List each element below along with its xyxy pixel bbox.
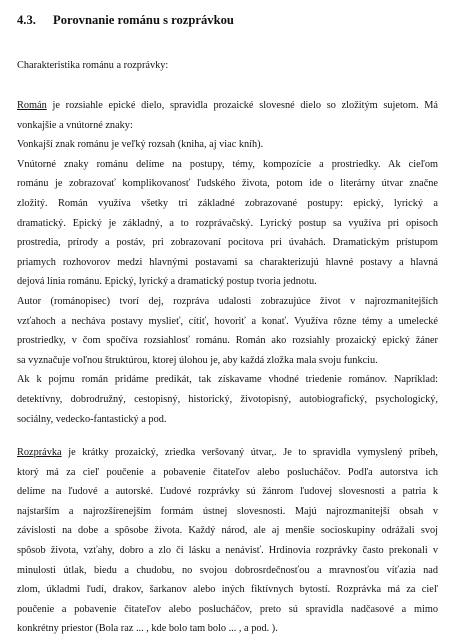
paragraph-line: Rozprávka je krátky prozaický, zriedka veršovaný útvar,. Je to spravidla vymyslený príbeh,	[17, 447, 438, 458]
paragraph-line: poučenie a pobavenie čitateľov alebo poslucháčov, preto sú spravidla nadčasové a mimo	[17, 603, 438, 615]
paragraph-line: Román je rozsiahle epické dielo, spravidla prozaické slovesné dielo so zložitým sujetom. Má	[17, 100, 438, 111]
paragraph-line: ktorý má za cieľ poučenie a pobavenie čitateľov alebo poslucháčov. Podľa autorstva ich	[17, 466, 438, 478]
paragraph-line: Autor (románopisec) tvorí dej, rozpráva udalosti zobrazujúce život v najrozmanitejších	[17, 296, 438, 307]
paragraph-line: spôsob života, vzťahy, dobro a zlo či lásku a nenávisť. Hrdinovia rozprávky často prekonali v	[17, 545, 438, 556]
paragraph-line: Vonkajší znak románu je veľký rozsah (kniha, aj viac kníh).	[17, 139, 264, 151]
paragraph-line: závislosti na dobe a spôsobe života. Každý národ, ale aj menšie socioskupiny odrážali svoj	[17, 525, 438, 537]
paragraph-line: minulosti útlak, biedu a chudobu, no svojou dobrosrdečnosťou a mravnosťou víťazia nad	[17, 564, 438, 576]
subtitle: Charakteristika románu a rozprávky:	[17, 60, 169, 71]
paragraph-line: zložitý. Román využíva všetky tri základné zobrazované postupy: epický, lyrický a	[17, 198, 438, 209]
paragraph-line: vzťahoch a necháva postavy myslieť, cítiť, hovoriť a konať. Využíva rôzne témy a umelecké	[17, 315, 438, 327]
paragraph-line: dramatický. Epický je základný, a to rozprávačský. Lyrický postup sa využíva pri opisoch	[17, 217, 438, 229]
section-title: Porovnanie románu s rozprávkou	[53, 13, 234, 27]
paragraph-line: sociálny, vedecko-fantastický a pod.	[17, 413, 167, 425]
paragraph-line: sa vyznačuje voľnou štruktúrou, ktorej úlohou je, aby každá zložka mala svoju funkciu.	[17, 354, 378, 366]
term-roman: Román	[17, 100, 47, 111]
paragraph-line: Vnútorné znaky románu delíme na postupy, témy, kompozície a prostriedky. Ak cieľom	[17, 158, 438, 170]
section-heading	[17, 12, 234, 28]
paragraph-line: zlom, úkladmi ľudí, drakov, šarkanov alebo iných fiktívnych bytostí. Rozprávka má za cieľ	[17, 584, 438, 596]
paragraph-line: priamych rozhovorov medzi hlavnými postavami sa charakterizujú hlavné postavy a hlavná	[17, 256, 438, 268]
paragraph-line: detektívny, dobrodružný, cestopisný, historický, životopisný, autobiografický, psychologický,	[17, 394, 438, 405]
paragraph-line: románu je zobrazovať komplikovanosť ľudského života, potom ide o literárny útvar značne	[17, 178, 438, 190]
paragraph-line: najstarším a najrozšírenejším formám ústnej slovesnosti. Majú najrozmanitejší obsah v	[17, 505, 438, 517]
paragraph-line: konkrétny priestor (Bola raz ... , kde bolo tam bolo ... , a pod. ).	[17, 623, 278, 635]
paragraph-line: Ak k pojmu román pridáme predikát, tak získavame vhodné triedenie románov. Napríklad:	[17, 374, 438, 386]
paragraph-line: dejová línia románu. Epický, lyrický a dramatický postup tvoria jednotu.	[17, 276, 317, 288]
paragraph-line: delíme na ľudové a autorské. Ľudové rozprávky sú žánrom ľudovej slovesnosti a patria k	[17, 486, 438, 498]
paragraph-line: prostredia, prírody a postáv, pri zobrazovaní pocitova pri úvahách. Dramatickým prístupom	[17, 237, 438, 249]
term-rozpravka: Rozprávka	[17, 447, 62, 458]
paragraph-line: prostriedky, v čom spočíva rozsiahlosť románu. Román ako rozsiahly prozaický epický žáner	[17, 335, 438, 347]
paragraph-line: vonkajšie a vnútorné znaky:	[17, 119, 133, 131]
section-number: 4.3.	[17, 13, 36, 27]
